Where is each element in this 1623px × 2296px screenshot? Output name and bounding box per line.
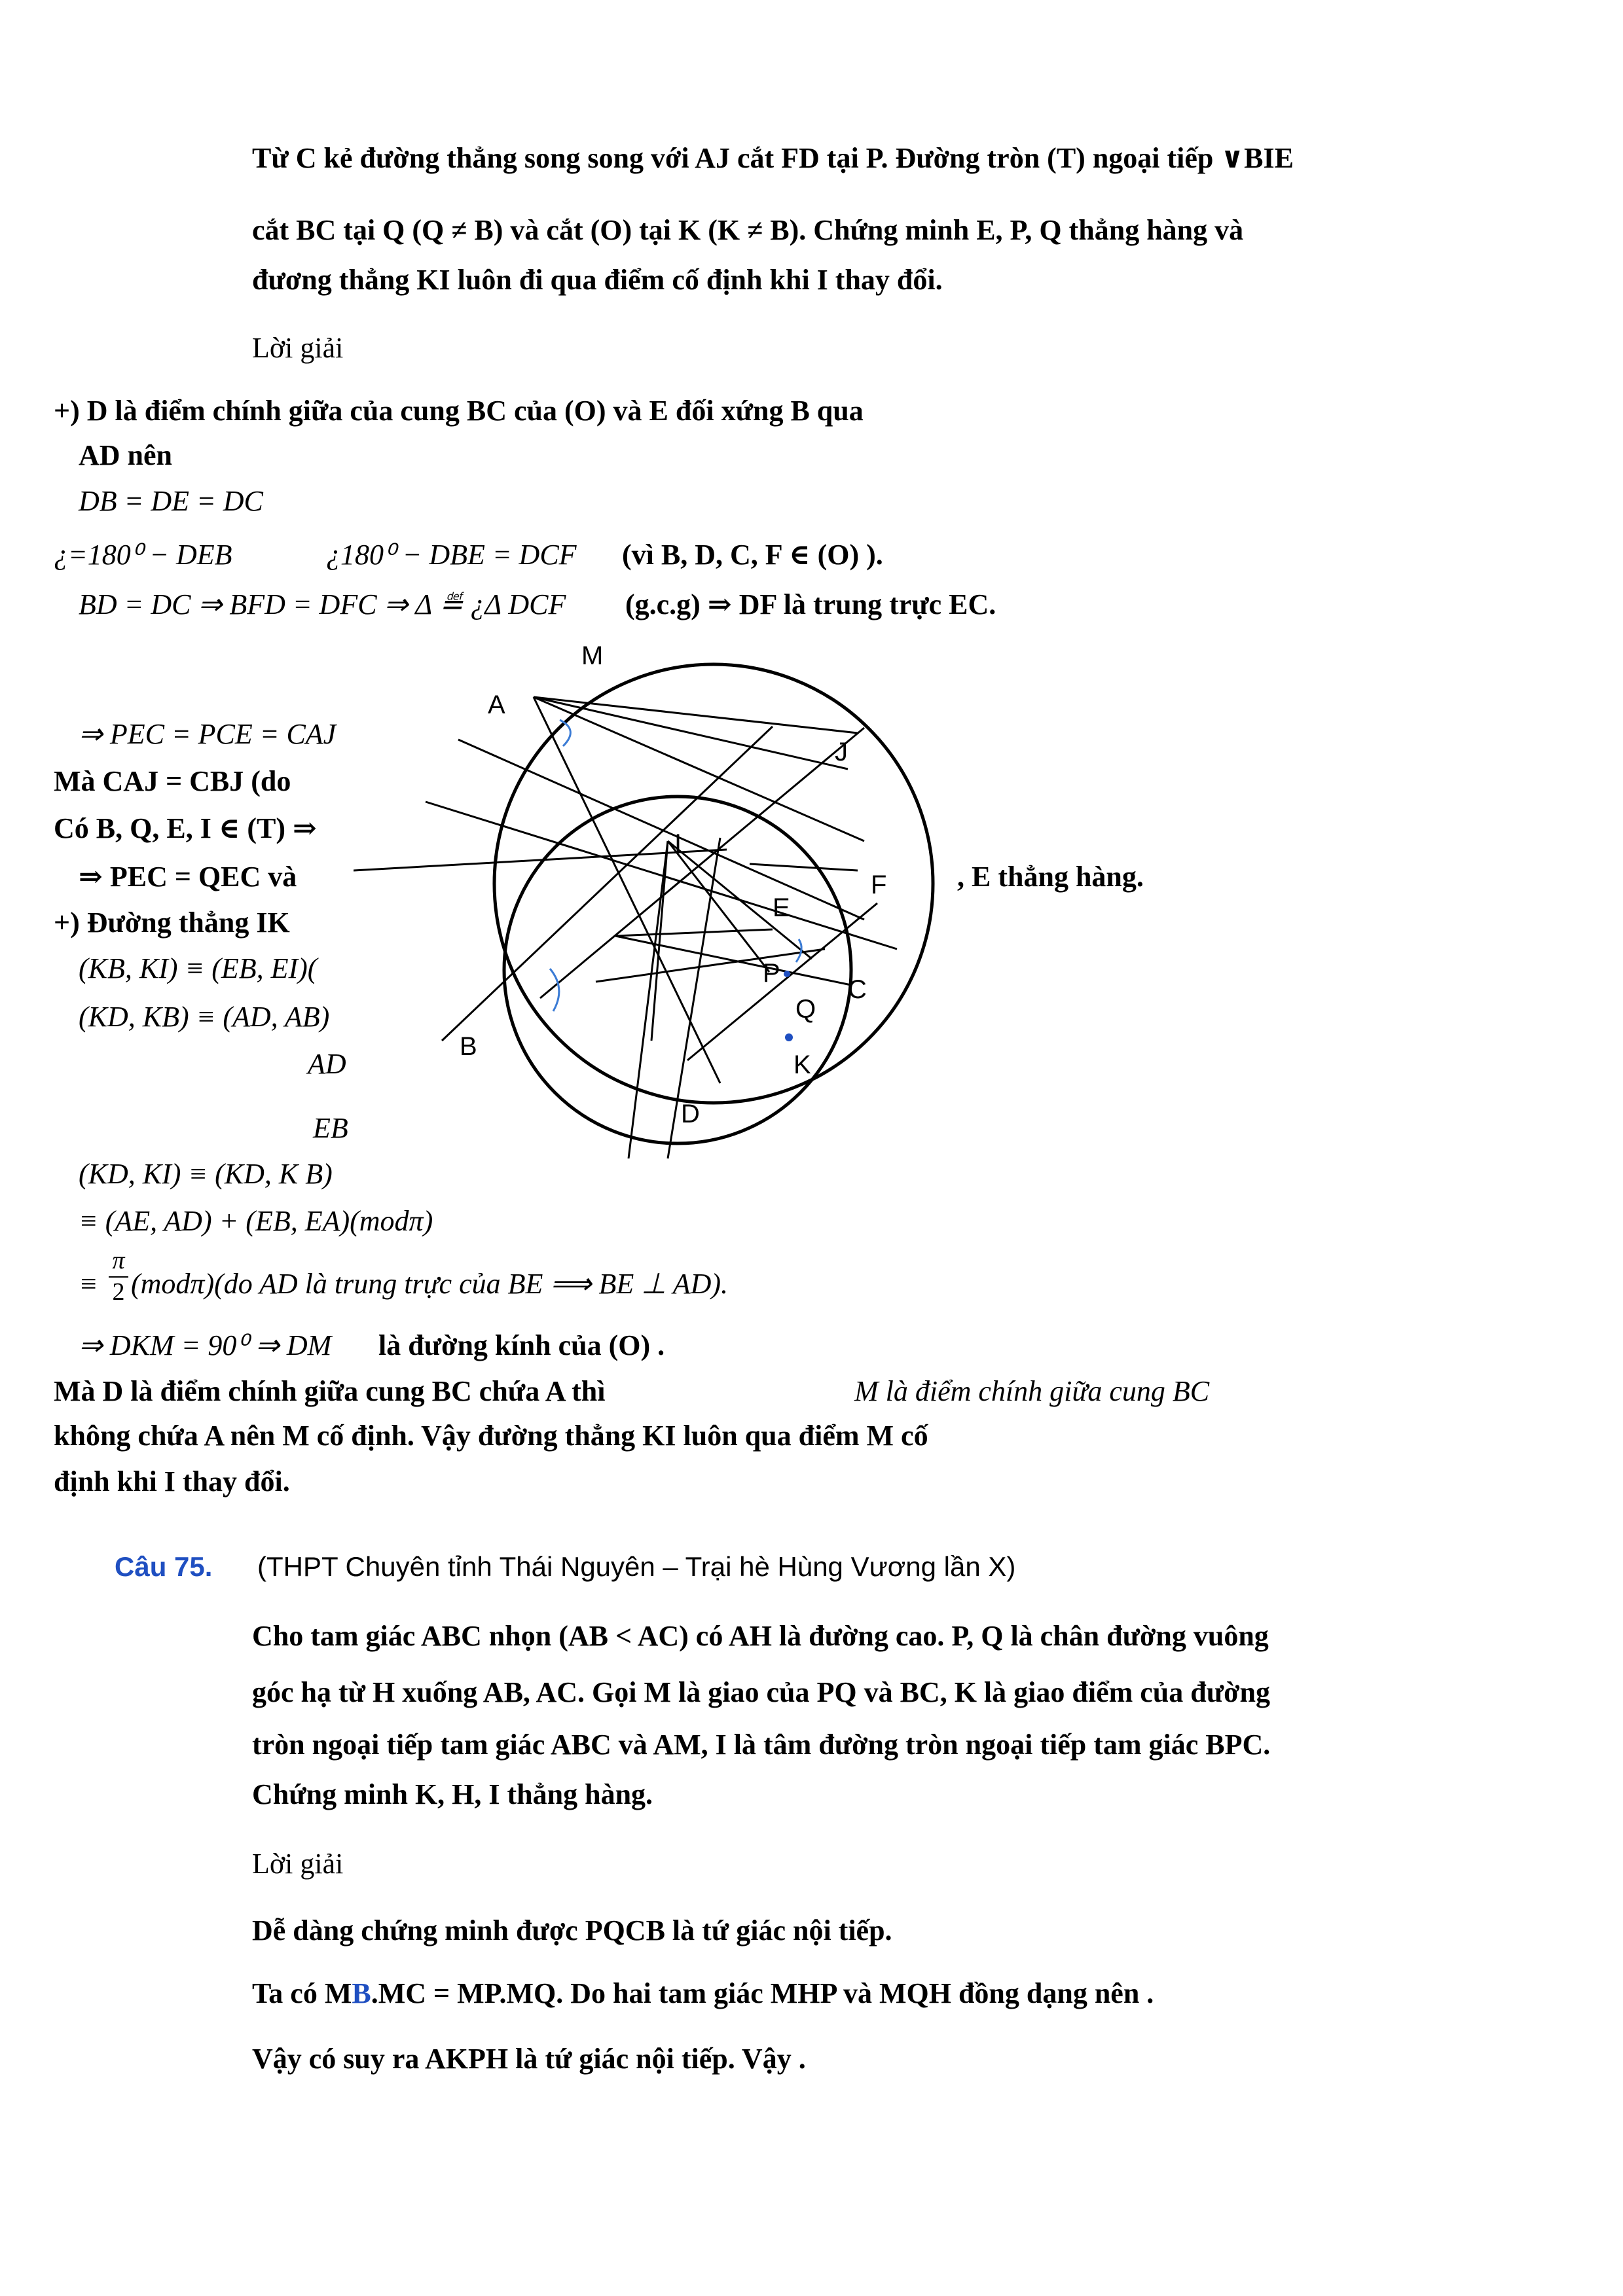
label-m: M xyxy=(581,641,604,670)
p75-line-1: Cho tam giác ABC nhọn (AB < AC) có AH là đường cao. P, Q là chân đường vuông xyxy=(252,1620,1269,1652)
label-d: D xyxy=(681,1100,700,1128)
label-a: A xyxy=(488,691,505,719)
point-p xyxy=(784,971,790,977)
fraction-numerator: π xyxy=(112,1247,125,1274)
p75-line-4: Chứng minh K, H, I thẳng hàng. xyxy=(252,1778,653,1810)
label-p: P xyxy=(763,959,780,988)
sol-line-9b: , E thẳng hàng. xyxy=(957,861,1144,893)
label-b: B xyxy=(460,1032,477,1061)
p75-solution-label: Lời giải xyxy=(252,1848,344,1880)
sol-line-5a: BD = DC ⇒ BFD = DFC ⇒ Δ ≝ ¿Δ DCF xyxy=(79,588,566,620)
p74-line-1: Từ C kẻ đường thẳng song song với AJ cắt FD tại P. Đường tròn (T) ngoại tiếp ∨BIE xyxy=(252,142,1294,174)
p74-solution-label: Lời giải xyxy=(252,332,344,364)
sol-line-1: +) D là điểm chính giữa của cung BC của (O) và E đối xứng B qua xyxy=(54,395,864,427)
sol-line-17b: (modπ)(do AD là trung trực của BE ⟹ BE ⊥ AD). xyxy=(131,1268,729,1300)
sol-line-4a: ¿=180⁰ − DEB xyxy=(54,539,232,571)
p75-line-2: góc hạ từ H xuống AB, AC. Gọi M là giao của PQ và BC, K là giao điểm của đường xyxy=(252,1676,1270,1708)
sol-line-2: AD nên xyxy=(79,439,173,471)
sol-line-10: +) Đường thẳng IK xyxy=(54,906,290,939)
fraction-bar xyxy=(109,1276,128,1278)
sol-line-16: ≡ (AE, AD) + (EB, EA)(modπ) xyxy=(79,1205,433,1237)
label-q: Q xyxy=(795,995,816,1024)
sol-line-20: không chứa A nên M cố định. Vậy đường thẳng KI luôn qua điểm M cố xyxy=(54,1420,928,1452)
label-k: K xyxy=(793,1050,811,1079)
sol-line-6: ⇒ PEC = PCE = CAJ xyxy=(79,718,337,750)
sol-line-12: (KD, KB) ≡ (AD, AB) xyxy=(79,1001,330,1033)
sol-line-15: (KD, KI) ≡ (KD, K B) xyxy=(79,1158,333,1190)
label-f: F xyxy=(871,870,887,899)
label-e: E xyxy=(773,893,790,922)
sol-line-19b: M là điểm chính giữa cung BC xyxy=(854,1375,1210,1407)
sol-line-5b: (g.c.g) ⇒ DF là trung trực EC. xyxy=(625,588,996,620)
point-k xyxy=(785,1033,793,1041)
sol-line-18a: ⇒ DKM = 90⁰ ⇒ DM xyxy=(79,1329,332,1361)
p75-source: (THPT Chuyên tỉnh Thái Nguyên – Trại hè Hùng Vương lần X) xyxy=(257,1551,1016,1582)
sol-line-13: AD xyxy=(308,1048,346,1080)
p74-line-3: đương thẳng KI luôn đi qua điểm cố định khi I thay đổi. xyxy=(252,264,943,296)
p75-line-3: tròn ngoại tiếp tam giác ABC và AM, I là tâm đường tròn ngoại tiếp tam giác BPC. xyxy=(252,1729,1271,1761)
p74-line-2: cắt BC tại Q (Q ≠ B) và cắt (O) tại K (K ≠ B). Chứng minh E, P, Q thẳng hàng và xyxy=(252,214,1244,246)
label-j: J xyxy=(835,738,848,766)
p75-sol-3: Vậy có suy ra AKPH là tứ giác nội tiếp. Vậy . xyxy=(252,2043,806,2075)
sol-line-18b: là đường kính của (O) . xyxy=(378,1329,665,1361)
p75-sol-2b: B xyxy=(352,1977,371,2009)
label-c: C xyxy=(848,975,867,1004)
p75-sol-2c: .MC = MP.MQ. Do hai tam giác MHP và MQH đồng dạng nên . xyxy=(371,1977,1154,2009)
sol-line-21: định khi I thay đổi. xyxy=(54,1465,290,1498)
p75-number: Câu 75. xyxy=(115,1551,213,1582)
p75-sol-1: Dễ dàng chứng minh được PQCB là tứ giác nội tiếp. xyxy=(252,1914,892,1946)
sol-line-4b: ¿180⁰ − DBE = DCF xyxy=(326,539,577,571)
sol-line-9a: ⇒ PEC = QEC và xyxy=(79,861,297,893)
p75-sol-2a: Ta có M xyxy=(252,1977,352,2009)
fraction-denominator: 2 xyxy=(112,1278,125,1306)
sol-line-8: Có B, Q, E, I ∈ (T) ⇒ xyxy=(54,812,317,844)
sol-line-7: Mà CAJ = CBJ (do xyxy=(54,765,291,797)
p75-sol-2 xyxy=(252,1974,1154,2013)
sol-line-4c: (vì B, D, C, F ∈ (O) ). xyxy=(622,539,883,571)
sol-line-11: (KB, KI) ≡ (EB, EI)( xyxy=(79,952,318,984)
sol-line-14: EB xyxy=(313,1112,348,1144)
geometry-figure xyxy=(354,641,943,1178)
sol-line-19a: Mà D là điểm chính giữa cung BC chứa A thì xyxy=(54,1375,606,1407)
sol-line-3: DB = DE = DC xyxy=(79,485,263,517)
sol-line-17a: ≡ xyxy=(79,1268,98,1300)
label-i: I xyxy=(674,829,682,858)
